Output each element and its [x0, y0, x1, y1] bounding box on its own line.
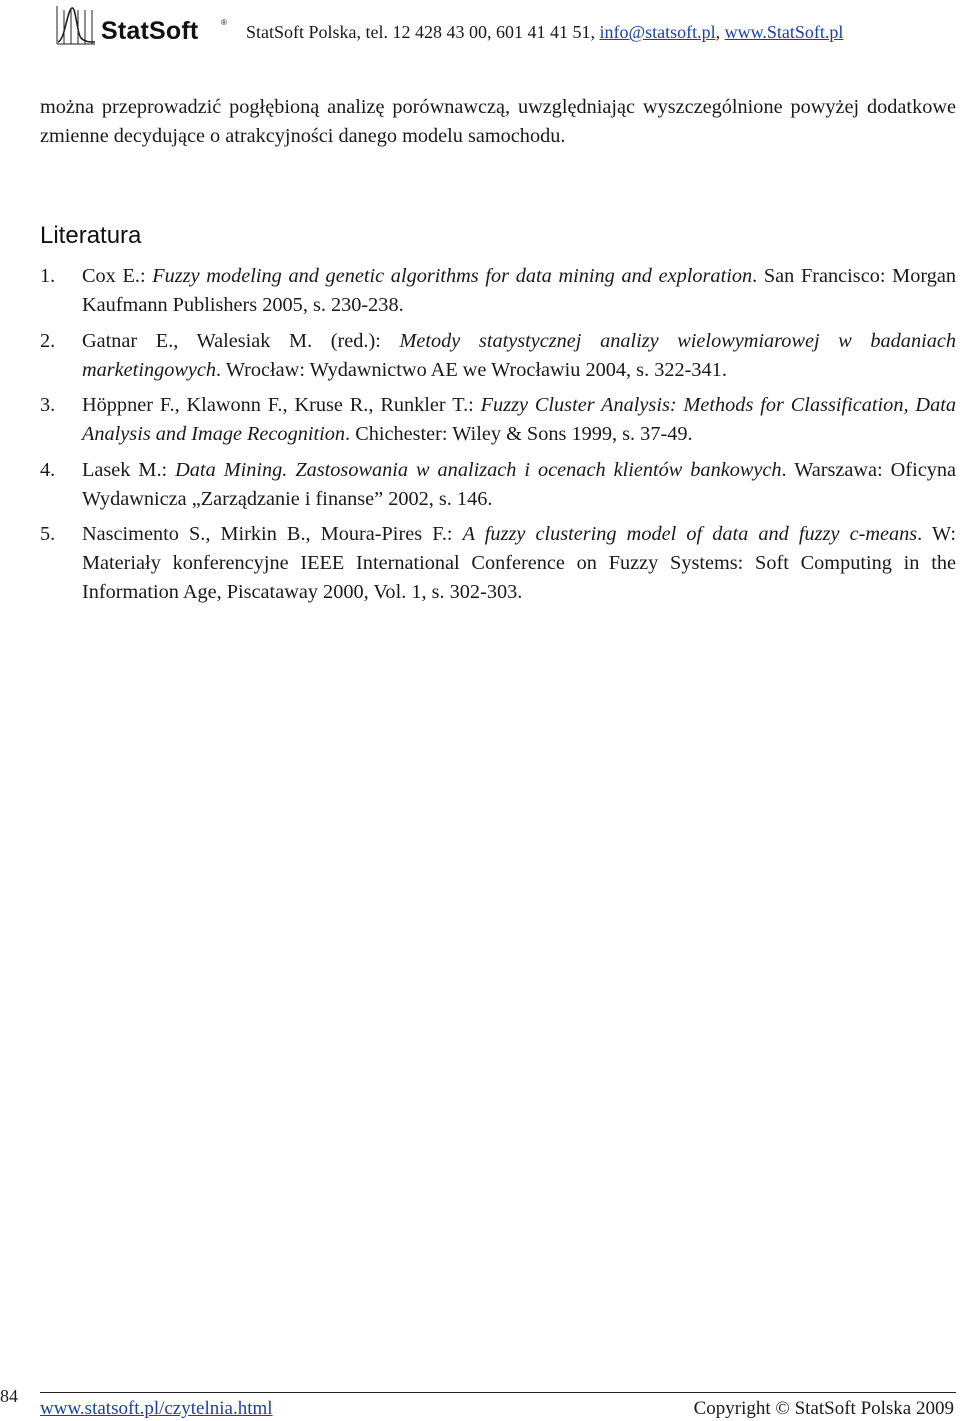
logo-wordmark: StatSoft: [101, 17, 199, 45]
footer-divider: [40, 1392, 956, 1393]
reference-item: [40, 391, 956, 449]
reference-item: [40, 520, 956, 607]
reference-authors: Cox E.:: [82, 265, 153, 287]
footer-link[interactable]: www.statsoft.pl/czytelnia.html: [40, 1398, 273, 1419]
page-number: 84: [0, 1386, 18, 1406]
reference-authors: Nascimento S., Mirkin B., Moura-Pires F.:: [82, 523, 463, 545]
reference-number: 2.: [40, 329, 56, 352]
reference-list: [40, 262, 956, 607]
website-link[interactable]: www.StatSoft.pl: [724, 22, 844, 42]
page-header: [55, 4, 950, 46]
reference-number: 1.: [40, 265, 56, 287]
footer-copyright: Copyright © StatSoft Polska 2009: [693, 1398, 954, 1419]
contact-text: StatSoft Polska, tel. 12 428 43 00, 601 41 41 51,: [246, 22, 600, 42]
email-link[interactable]: info@statsoft.pl: [599, 22, 716, 42]
statsoft-chart-logo-icon: [55, 4, 97, 46]
reference-details: . Wrocław: Wydawnictwo AE we Wrocławiu 2004, s. 322-341.: [216, 358, 727, 381]
reference-item: [40, 262, 956, 320]
reference-item: [40, 456, 956, 514]
registered-mark: ®: [221, 18, 227, 27]
reference-title: A fuzzy clustering model of data and fuzzy c-means: [462, 523, 918, 545]
reference-title: Fuzzy Cluster Analysis: Methods for Classification, Data Analysis and Image Recognition: [82, 394, 956, 445]
reference-number: 5.: [40, 523, 56, 545]
reference-authors: Lasek M.:: [82, 458, 176, 481]
statsoft-logo: [55, 4, 230, 46]
header-contact-line: [246, 20, 843, 44]
reference-item: [40, 327, 956, 385]
intro-paragraph: można przeprowadzić pogłębioną analizę porównawczą, uwzględniając wyszczególnione powyżej dodatkowe zmienne decydujące o atrakcyjności danego modelu samochodu.: [40, 96, 956, 147]
reference-title: Data Mining. Zastosowania w analizach i ocenach klientów bankowych: [175, 458, 782, 481]
contact-separator: ,: [715, 22, 725, 42]
reference-details: . San Francisco: Morgan Kaufmann Publishers 2005, s. 230-238.: [82, 265, 957, 316]
reference-title: Fuzzy modeling and genetic algorithms for data mining and exploration: [152, 265, 753, 287]
reference-title: Metody statystycznej analizy wielowymiarowej w badaniach marketingowych: [82, 329, 956, 381]
reference-authors: Gatnar E., Walesiak M. (red.):: [82, 329, 400, 352]
page-body: [40, 93, 956, 614]
reference-details: . Warszawa: Oficyna Wydawnicza „Zarządzanie i finanse” 2002, s. 146.: [82, 458, 956, 510]
reference-authors: Höppner F., Klawonn F., Kruse R., Runkler T.:: [82, 394, 481, 416]
reference-details: . Chichester: Wiley & Sons 1999, s. 37-49.: [345, 423, 693, 445]
reference-number: 4.: [40, 458, 56, 481]
reference-number: 3.: [40, 394, 56, 416]
reference-details: . W: Materiały konferencyjne IEEE International Conference on Fuzzy Systems: Soft Computing in the Information Age, Piscataway 2000, Vol. 1, s. 302-303.: [82, 523, 956, 603]
section-title: Literatura: [40, 222, 142, 249]
